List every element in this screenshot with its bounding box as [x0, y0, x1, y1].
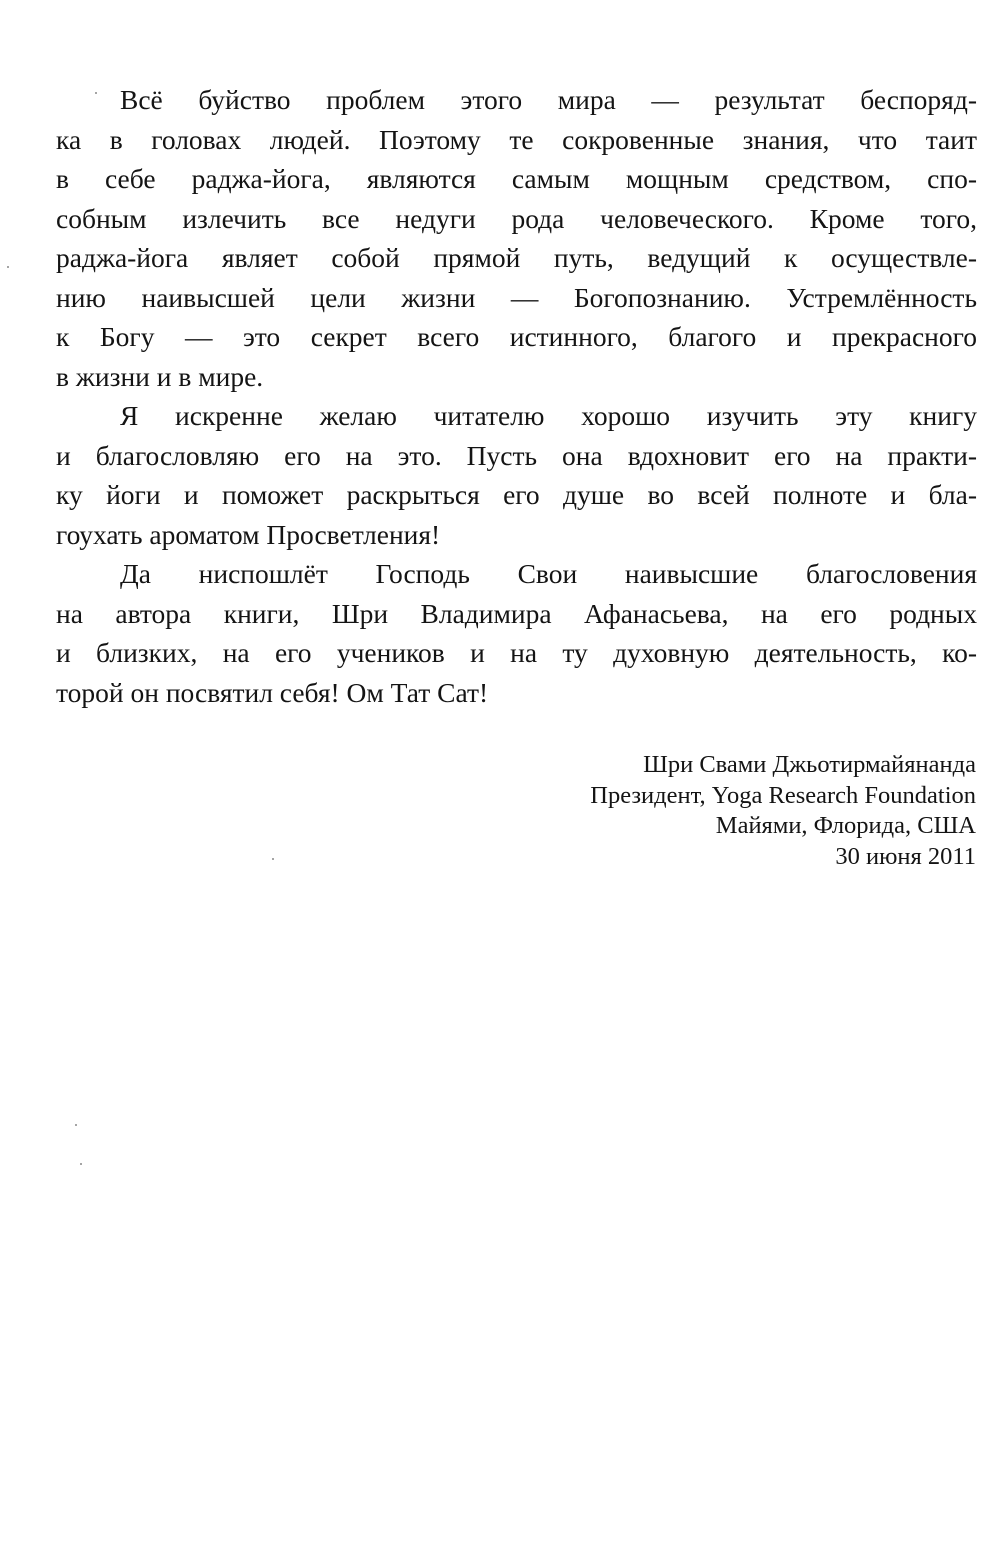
signature-date: 30 июня 2011 — [835, 842, 976, 870]
paragraph-line: торой он посвятил себя! Ом Тат Сат! — [56, 676, 489, 708]
paragraph-line: и благословляю его на это. Пусть она вдохновит его на практи- — [56, 439, 977, 471]
paragraph-line: в себе раджа-йога, являются самым мощным средством, спо- — [56, 163, 977, 194]
paragraph-line: в жизни и в мире. — [56, 360, 264, 392]
signature-name: Шри Свами Джьотирмайянанда — [643, 751, 976, 778]
body-text — [56, 80, 977, 712]
paragraph-3 — [56, 554, 977, 712]
paragraph-line: гоухать ароматом Просветления! — [56, 518, 441, 550]
paragraph-line: собным излечить все недуги рода человеческого. Кроме того, — [56, 202, 977, 234]
paragraph-line: ка в головах людей. Поэтому те сокровенные знания, что таит — [56, 123, 977, 155]
paragraph-line: на автора книги, Шри Владимира Афанасьева, на его родных — [56, 597, 977, 629]
paragraph-line: ку йоги и поможет раскрыться его душе во всей полноте и бла- — [56, 479, 977, 510]
scan-speck — [272, 858, 274, 860]
paragraph-line: Я искренне желаю читателю хорошо изучить эту книгу — [120, 400, 977, 431]
paragraph-line: нию наивысшей цели жизни — Богопознанию. Устремлённость — [56, 281, 977, 313]
scan-speck — [80, 1163, 82, 1165]
paragraph-line: и близких, на его учеников и на ту духовную деятельность, ко- — [56, 637, 977, 668]
paragraph-line: Всё буйство проблем этого мира — результат беспоряд- — [120, 84, 977, 115]
paragraph-line: Да ниспошлёт Господь Свои наивысшие благословения — [120, 558, 977, 589]
paragraph-2 — [56, 396, 977, 554]
signature-block — [590, 750, 976, 872]
paragraph-line: раджа-йога являет собой прямой путь, ведущий к осуществле- — [56, 242, 977, 273]
scan-speck — [7, 266, 9, 268]
signature-title: Президент, Yoga Research Foundation — [590, 781, 976, 809]
signature-location: Майями, Флорида, США — [715, 812, 976, 839]
scan-speck — [75, 1124, 77, 1126]
paragraph-line: к Богу — это секрет всего истинного, благого и прекрасного — [56, 321, 977, 352]
scan-speck — [95, 92, 97, 94]
paragraph-1 — [56, 80, 977, 396]
